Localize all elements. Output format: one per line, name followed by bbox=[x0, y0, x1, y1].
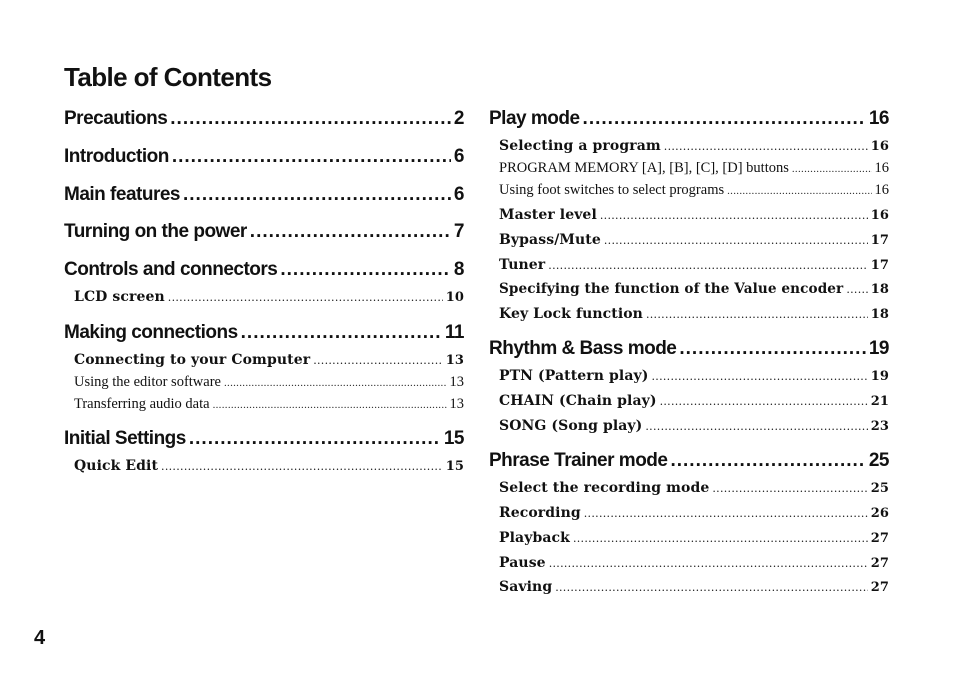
toc-entry-label: LCD screen bbox=[74, 289, 165, 305]
dot-leader bbox=[645, 417, 867, 437]
toc-entry-page: 16 bbox=[868, 108, 889, 129]
toc-entry-page: 19 bbox=[870, 369, 889, 384]
toc-entry-page: 18 bbox=[870, 307, 889, 322]
toc-entry-label: Playback bbox=[499, 530, 570, 546]
toc-entry-pause[interactable] bbox=[499, 553, 889, 574]
toc-entry-label: Pause bbox=[499, 555, 546, 571]
dot-leader bbox=[172, 144, 451, 170]
toc-entry-page: 19 bbox=[868, 338, 889, 359]
dot-leader bbox=[600, 206, 868, 226]
toc-entry-key-lock[interactable] bbox=[499, 304, 889, 325]
toc-entry-page: 25 bbox=[870, 481, 889, 496]
toc-entry-page: 15 bbox=[445, 459, 464, 474]
toc-entry-main-features[interactable] bbox=[64, 182, 464, 208]
toc-entry-ptn[interactable] bbox=[499, 366, 889, 387]
toc-entry-label: Making connections bbox=[64, 322, 238, 343]
toc-entry-label: Turning on the power bbox=[64, 221, 247, 242]
dot-leader bbox=[549, 554, 868, 574]
toc-entry-lcd-screen[interactable] bbox=[74, 287, 464, 308]
toc-entry-label: Using foot switches to select programs bbox=[499, 182, 725, 198]
toc-entry-page: 11 bbox=[444, 322, 464, 343]
toc-entry-page: 27 bbox=[870, 531, 889, 546]
toc-entry-label: Play mode bbox=[489, 108, 580, 129]
toc-entry-program-memory-buttons[interactable] bbox=[499, 158, 889, 179]
toc-entry-phrase-trainer-mode[interactable] bbox=[489, 448, 889, 474]
toc-entry-page: 18 bbox=[870, 282, 889, 297]
toc-entry-page: 16 bbox=[870, 139, 889, 154]
dot-leader bbox=[183, 182, 451, 208]
toc-entry-turning-on-power[interactable] bbox=[64, 219, 464, 245]
toc-entry-page: 13 bbox=[445, 353, 464, 368]
toc-entry-label: Initial Settings bbox=[64, 428, 186, 449]
toc-entry-label: Transferring audio data bbox=[74, 396, 210, 412]
toc-entry-label: SONG (Song play) bbox=[499, 418, 643, 434]
toc-entry-page: 16 bbox=[874, 182, 889, 198]
toc-entry-chain[interactable] bbox=[499, 391, 889, 412]
toc-entry-precautions[interactable] bbox=[64, 106, 464, 132]
dot-leader bbox=[250, 219, 451, 245]
toc-entry-label: Connecting to your Computer bbox=[74, 352, 311, 368]
dot-leader bbox=[651, 367, 867, 387]
page-title: Table of Contents bbox=[64, 62, 272, 92]
toc-entry-page: 25 bbox=[868, 450, 889, 471]
toc-entry-introduction[interactable] bbox=[64, 144, 464, 170]
toc-entry-page: 21 bbox=[870, 394, 889, 409]
dot-leader bbox=[583, 106, 866, 132]
dot-leader bbox=[792, 159, 872, 179]
toc-entry-label: PROGRAM MEMORY [A], [B], [C], [D] buttons bbox=[499, 160, 789, 176]
toc-entry-song[interactable] bbox=[499, 416, 889, 437]
toc-entry-quick-edit[interactable] bbox=[74, 456, 464, 477]
toc-entry-label: Precautions bbox=[64, 108, 168, 129]
toc-entry-play-mode[interactable] bbox=[489, 106, 889, 132]
toc-entry-transferring-audio[interactable] bbox=[74, 394, 464, 415]
toc-entry-label: Quick Edit bbox=[74, 458, 159, 474]
dot-leader bbox=[679, 336, 865, 362]
toc-entry-label: Phrase Trainer mode bbox=[489, 450, 668, 471]
toc-entry-label: Saving bbox=[499, 579, 553, 595]
dot-leader bbox=[584, 504, 868, 524]
dot-leader bbox=[573, 529, 868, 549]
dot-leader bbox=[664, 137, 868, 157]
dot-leader bbox=[712, 479, 867, 499]
toc-entry-recording[interactable] bbox=[499, 503, 889, 524]
dot-leader bbox=[280, 257, 451, 283]
dot-leader bbox=[170, 106, 451, 132]
toc-entry-saving[interactable] bbox=[499, 577, 889, 598]
toc-entry-page: 8 bbox=[453, 259, 464, 280]
toc-entry-initial-settings[interactable] bbox=[64, 426, 464, 452]
toc-entry-page: 27 bbox=[870, 556, 889, 571]
toc-entry-label: PTN (Pattern play) bbox=[499, 368, 649, 384]
dot-leader bbox=[604, 231, 868, 251]
toc-entry-label: CHAIN (Chain play) bbox=[499, 393, 657, 409]
toc-entry-page: 16 bbox=[870, 208, 889, 223]
dot-leader bbox=[189, 426, 441, 452]
toc-entry-label: Controls and connectors bbox=[64, 259, 278, 280]
toc-entry-editor-software[interactable] bbox=[74, 372, 464, 393]
toc-entry-playback[interactable] bbox=[499, 528, 889, 549]
toc-entry-page: 13 bbox=[449, 374, 464, 390]
toc-entry-label: Introduction bbox=[64, 146, 169, 167]
dot-leader bbox=[555, 578, 868, 598]
toc-entry-page: 17 bbox=[870, 258, 889, 273]
toc-entry-connecting-computer[interactable] bbox=[74, 350, 464, 371]
toc-entry-value-encoder[interactable] bbox=[499, 279, 889, 300]
toc-entry-page: 27 bbox=[870, 580, 889, 595]
toc-entry-page: 13 bbox=[449, 396, 464, 412]
toc-entry-foot-switches[interactable] bbox=[499, 180, 889, 201]
toc-entry-label: Bypass/Mute bbox=[499, 232, 601, 248]
dot-leader bbox=[670, 448, 865, 474]
toc-entry-page: 16 bbox=[874, 160, 889, 176]
toc-entry-page: 10 bbox=[445, 290, 464, 305]
toc-entry-label: Main features bbox=[64, 184, 180, 205]
dot-leader bbox=[846, 280, 867, 300]
toc-entry-label: Key Lock function bbox=[499, 306, 643, 322]
toc-entry-page: 17 bbox=[870, 233, 889, 248]
toc-entry-page: 15 bbox=[443, 428, 464, 449]
toc-entry-page: 6 bbox=[453, 184, 464, 205]
toc-entry-page: 6 bbox=[453, 146, 464, 167]
toc-entry-label: Recording bbox=[499, 505, 581, 521]
dot-leader bbox=[646, 305, 868, 325]
toc-entry-selecting-program[interactable] bbox=[499, 136, 889, 157]
toc-entry-page: 7 bbox=[453, 221, 464, 242]
dot-leader bbox=[660, 392, 868, 412]
toc-entry-label: Master level bbox=[499, 207, 597, 223]
toc-entry-tuner[interactable] bbox=[499, 255, 889, 276]
toc-entry-controls-connectors[interactable] bbox=[64, 257, 464, 283]
toc-entry-bypass-mute[interactable] bbox=[499, 230, 889, 251]
toc-entry-label: Select the recording mode bbox=[499, 480, 710, 496]
toc-entry-label: Rhythm & Bass mode bbox=[489, 338, 677, 359]
toc-entry-master-level[interactable] bbox=[499, 205, 889, 226]
toc-entry-recording-mode[interactable] bbox=[499, 478, 889, 499]
page-number: 4 bbox=[34, 627, 46, 649]
toc-entry-label: Using the editor software bbox=[74, 374, 221, 390]
toc-entry-label: Tuner bbox=[499, 257, 546, 273]
toc-entry-label: Specifying the function of the Value encoder bbox=[499, 281, 844, 297]
dot-leader bbox=[313, 351, 443, 371]
dot-leader bbox=[213, 395, 447, 415]
toc-entry-rhythm-bass-mode[interactable] bbox=[489, 336, 889, 362]
dot-leader bbox=[168, 288, 443, 308]
dot-leader bbox=[241, 320, 442, 346]
dot-leader bbox=[161, 457, 443, 477]
toc-entry-making-connections[interactable] bbox=[64, 320, 464, 346]
toc-entry-page: 23 bbox=[870, 419, 889, 434]
toc-entry-label: Selecting a program bbox=[499, 138, 661, 154]
dot-leader bbox=[548, 256, 867, 276]
dot-leader bbox=[224, 373, 447, 393]
dot-leader bbox=[727, 181, 871, 201]
toc-entry-page: 2 bbox=[453, 108, 464, 129]
toc-entry-page: 26 bbox=[870, 506, 889, 521]
